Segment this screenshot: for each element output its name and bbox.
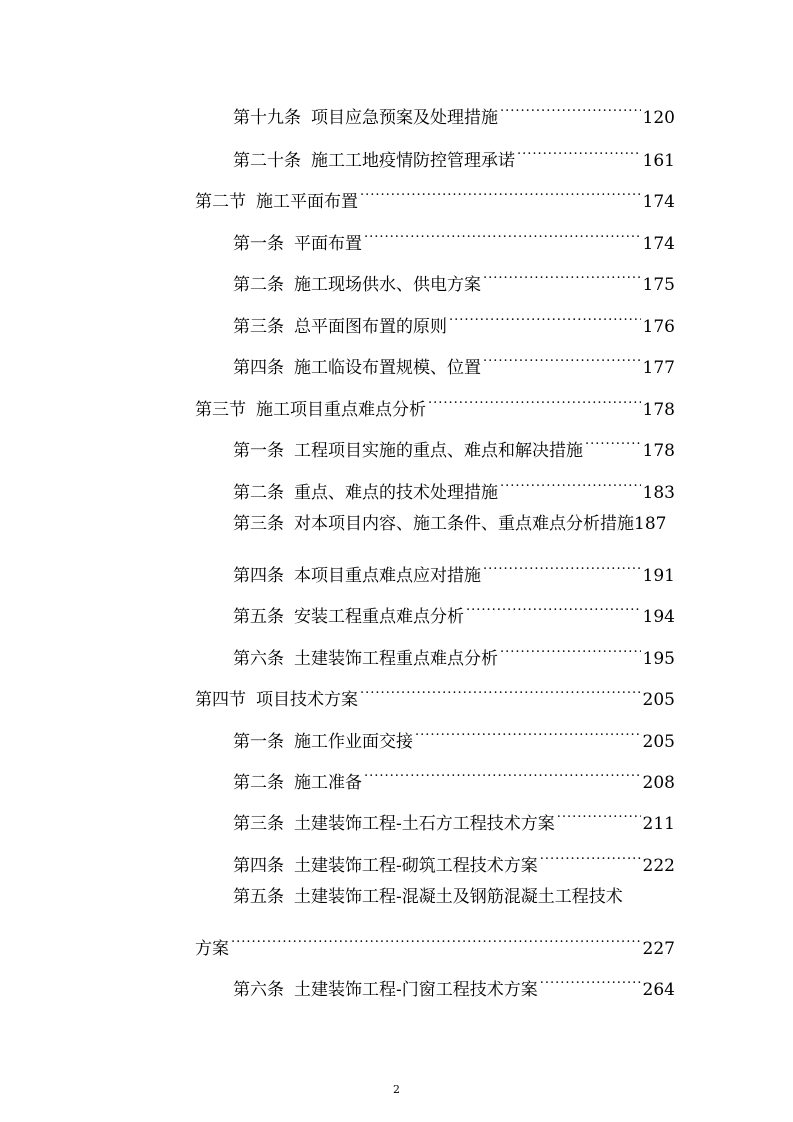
toc-entry[interactable] [0,634,675,669]
toc-entry-title: 平面布置 [294,234,362,254]
dot-leader [483,551,641,581]
toc-entry-number: 第二十条 [233,151,301,171]
toc-entry-number: 第三节 [195,400,246,420]
toc-entry-title: 重点、难点的技术处理措施 [294,483,498,503]
toc-entry-number: 第四条 [233,566,284,586]
page-number: 2 [393,1083,400,1096]
toc-entry[interactable] [0,468,675,503]
toc-entry-page: 174 [642,234,675,254]
toc-entry-page: 161 [642,151,675,171]
dot-leader [360,675,641,705]
toc-entry-number: 第一条 [233,234,284,254]
toc-entry[interactable] [0,551,675,586]
toc-entry-number: 第三条 [233,317,284,337]
toc-entry-number: 第四条 [233,358,284,378]
toc-entry[interactable] [0,799,675,834]
toc-entry-page: 227 [642,939,675,959]
toc-entry-number: 第二条 [233,483,284,503]
toc-entry-page: 177 [642,358,675,378]
dot-leader [449,302,641,332]
toc-entry-title: 安装工程重点难点分析 [294,607,464,627]
dot-leader [500,468,641,498]
dot-leader [483,260,641,290]
toc-entry-page: 176 [642,317,675,337]
toc-entry-number: 第四节 [195,690,246,710]
toc-entry-title: 施工现场供水、供电方案 [294,275,481,295]
toc-entry-page: 175 [642,275,675,295]
toc-entry-page: 120 [642,108,675,128]
toc-entry-title: 对本项目内容、施工条件、重点难点分析措施 [294,514,634,534]
toc-entry-title: 土建装饰工程-砌筑工程技术方案 [294,856,538,876]
toc-entry-title: 施工准备 [294,773,362,793]
dot-leader [415,717,641,747]
toc-section-entry[interactable] [0,385,675,420]
dot-leader [540,841,641,871]
toc-entry-page: 208 [642,773,675,793]
toc-entry-number: 第六条 [233,980,284,1000]
toc-entry-page: 195 [642,649,675,669]
toc-entry-page: 194 [642,607,675,627]
toc-entry-title: 项目技术方案 [256,690,358,710]
toc-entry-continuation[interactable] [0,924,675,959]
dot-leader [500,634,641,664]
toc-entry-title: 工程项目实施的重点、难点和解决措施 [294,441,583,461]
toc-entry-number: 第三条 [233,514,284,534]
dot-leader [466,592,641,622]
toc-entry-title: 施工作业面交接 [294,732,413,752]
dot-leader [364,758,641,788]
dot-leader [360,177,641,207]
toc-entry[interactable] [0,343,675,378]
dot-leader [231,924,641,954]
toc-entry-title: 土建装饰工程-土石方工程技术方案 [294,814,555,834]
toc-entry[interactable] [0,717,675,752]
toc-entry-page: 183 [642,483,675,503]
toc-entry[interactable] [0,592,675,627]
toc-entry-page: 222 [642,856,675,876]
toc-entry-title: 土建装饰工程-混凝土及钢筋混凝土工程技术 [294,887,623,907]
toc-entry-title: 总平面图布置的原则 [294,317,447,337]
toc-entry[interactable] [0,758,675,793]
toc-entry-page: 205 [642,690,675,710]
toc-entry[interactable] [0,93,675,128]
toc-entry-title: 土建装饰工程重点难点分析 [294,649,498,669]
toc-entry-number: 第一条 [233,441,284,461]
toc-entry[interactable] [0,965,675,1000]
toc-entry-title: 施工临设布置规模、位置 [294,358,481,378]
toc-entry-title: 施工项目重点难点分析 [256,400,426,420]
dot-leader [557,799,641,829]
toc-entry[interactable] [0,260,675,295]
toc-entry-title: 施工工地疫情防控管理承诺 [311,151,515,171]
toc-entry-number: 第一条 [233,732,284,752]
toc-entry-number: 第四条 [233,856,284,876]
toc-entry-number: 第十九条 [233,108,301,128]
toc-entry[interactable] [0,841,675,876]
toc-entry[interactable] [0,509,693,539]
toc-entry-number: 第三条 [233,814,284,834]
toc-entry-page: 211 [642,814,675,834]
dot-leader [428,385,641,415]
toc-entry-number: 第五条 [233,607,284,627]
toc-entry-title: 土建装饰工程-门窗工程技术方案 [294,980,538,1000]
toc-entry-page: 178 [642,400,675,420]
toc-entry-number: 第六条 [233,649,284,669]
toc-entry-page: 174 [642,192,675,212]
toc-entry-number: 第五条 [233,887,284,907]
toc-entry[interactable] [0,219,675,254]
toc-section-entry[interactable] [0,675,675,710]
dot-leader [540,965,641,995]
toc-entry-wrapped[interactable] [0,882,675,912]
toc-entry[interactable] [0,136,675,171]
toc-entry-number: 第二节 [195,192,246,212]
dot-leader [585,426,641,456]
toc-section-entry[interactable] [0,177,675,212]
toc-entry-page: 264 [642,980,675,1000]
toc-entry-page: 191 [642,566,675,586]
toc-entry-title: 施工平面布置 [256,192,358,212]
toc-entry-title: 本项目重点难点应对措施 [294,566,481,586]
dot-leader [364,219,641,249]
toc-entry-page: 178 [642,441,675,461]
toc-entry-number: 第二条 [233,773,284,793]
toc-entry-page: 205 [642,732,675,752]
toc-entry-title: 项目应急预案及处理措施 [311,108,498,128]
toc-entry-title-continuation: 方案 [195,939,229,959]
toc-entry-page: 187 [634,514,667,534]
toc-entry[interactable] [0,426,675,461]
toc-entry-number: 第二条 [233,275,284,295]
dot-leader [483,343,641,373]
dot-leader [500,93,641,123]
dot-leader [517,136,641,166]
toc-entry[interactable] [0,302,675,337]
